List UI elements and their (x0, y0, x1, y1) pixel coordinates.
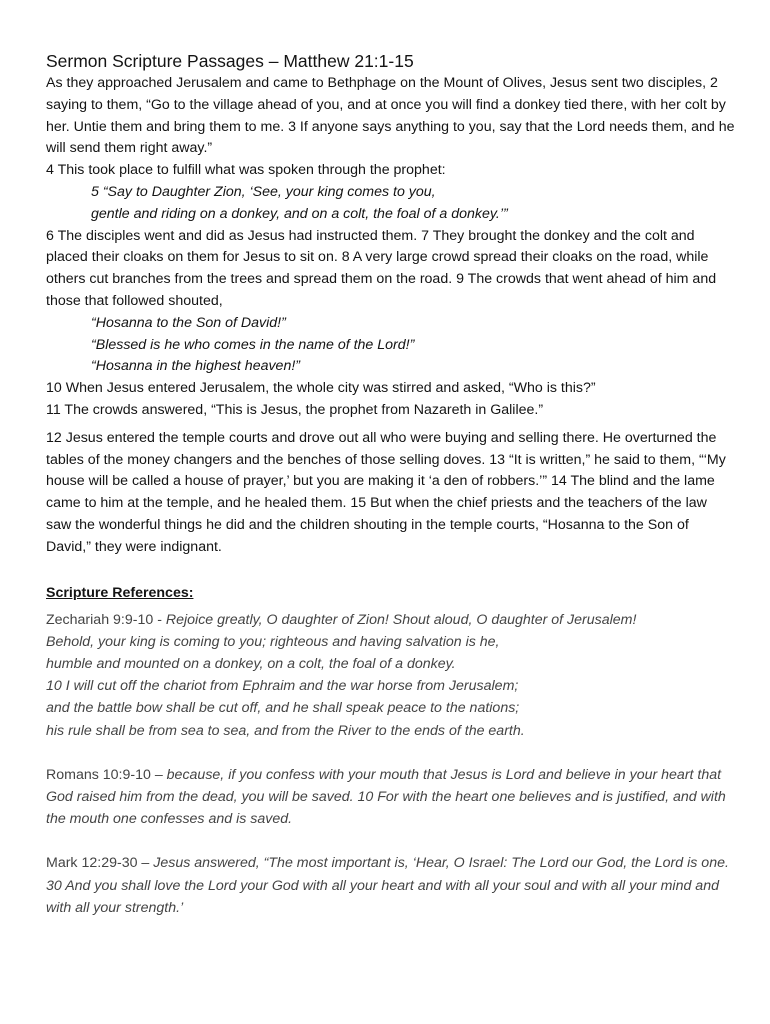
quote-line: gentle and riding on a donkey, and on a colt, the foal of a donkey.’” (91, 205, 508, 222)
references-heading: Scripture References: (46, 584, 194, 601)
quote-line: “Hosanna to the Son of David!” (91, 314, 286, 331)
reference-zechariah (46, 609, 736, 742)
passage-paragraph-4: 10 When Jesus entered Jerusalem, the whole city was stirred and asked, “Who is this?” (46, 380, 596, 397)
reference-source: Mark 12:29-30 – (46, 855, 154, 872)
document-title: Sermon Scripture Passages – Matthew 21:1-15 (46, 51, 414, 71)
passage-paragraph-2: 4 This took place to fulfill what was spoken through the prophet: (46, 162, 446, 179)
document-page (46, 50, 736, 919)
reference-text: Jesus answered, “The most important is, ‘Hear, O Israel: The Lord our God, the Lord is one. 30 And you shall love the Lord your God with all your heart and with all your soul and with all your mind and with all your strength.’ (46, 855, 729, 916)
passage-paragraph-3: 6 The disciples went and did as Jesus had instructed them. 7 They brought the donkey and the colt and placed their cloaks on them for Jesus to sit on. 8 A very large crowd spread their cloaks on the road, while others cut branches from the trees and spread them on the road. 9 The crowds that went ahead of him and those that followed shouted, (46, 227, 717, 309)
crowd-shout-quote (46, 313, 736, 378)
reference-text: Rejoice greatly, O daughter of Zion! Shout aloud, O daughter of Jerusalem! (165, 611, 637, 628)
reference-source: Romans 10:9-10 – (46, 766, 167, 783)
reference-line: Behold, your king is coming to you; righteous and having salvation is he, (46, 633, 500, 650)
passage-paragraph-6: 12 Jesus entered the temple courts and drove out all who were buying and selling there. He overturned the tables of the money changers and the benches of those selling doves. 13 “It is written,” he said to them, “‘My house will be called a house of prayer,’ but you are making it ‘a den of robbers.’” 14 The blind and the lame came to him at the temple, and he healed them. 15 But when the chief priests and the teachers of the law saw the wonderful things he did and the children shouting in the temple courts, “Hosanna to the Son of David,” they were indignant. (46, 429, 726, 555)
reference-line: and the battle bow shall be cut off, and he shall speak peace to the nations; (46, 700, 520, 717)
reference-source: Zechariah 9:9-10 - (46, 611, 166, 628)
quote-line: “Hosanna in the highest heaven!” (91, 358, 301, 375)
reference-romans (46, 764, 736, 831)
quote-line: “Blessed is he who comes in the name of the Lord!” (91, 336, 415, 353)
passage-paragraph-1: As they approached Jerusalem and came to Bethphage on the Mount of Olives, Jesus sent two disciples, 2 saying to them, “Go to the village ahead of you, and at once you will find a donkey tied there, with her colt by her. Untie them and bring them to me. 3 If anyone says anything to you, say that the Lord needs them, and he will send them right away.” (46, 75, 735, 157)
reference-line: his rule shall be from sea to sea, and from the River to the ends of the earth. (46, 722, 525, 739)
passage-paragraph-5: 11 The crowds answered, “This is Jesus, the prophet from Nazareth in Galilee.” (46, 401, 544, 418)
reference-text: because, if you confess with your mouth that Jesus is Lord and believe in your heart that God raised him from the dead, you will be saved. 10 For with the heart one believes and is justified, and with the mouth one confesses and is saved. (46, 766, 726, 828)
quote-line: 5 “Say to Daughter Zion, ‘See, your king comes to you, (91, 183, 436, 200)
reference-line: 10 I will cut off the chariot from Ephraim and the war horse from Jerusalem; (46, 678, 519, 695)
reference-line: humble and mounted on a donkey, on a colt, the foal of a donkey. (46, 655, 456, 672)
reference-mark (46, 852, 736, 919)
prophecy-quote (46, 182, 736, 226)
